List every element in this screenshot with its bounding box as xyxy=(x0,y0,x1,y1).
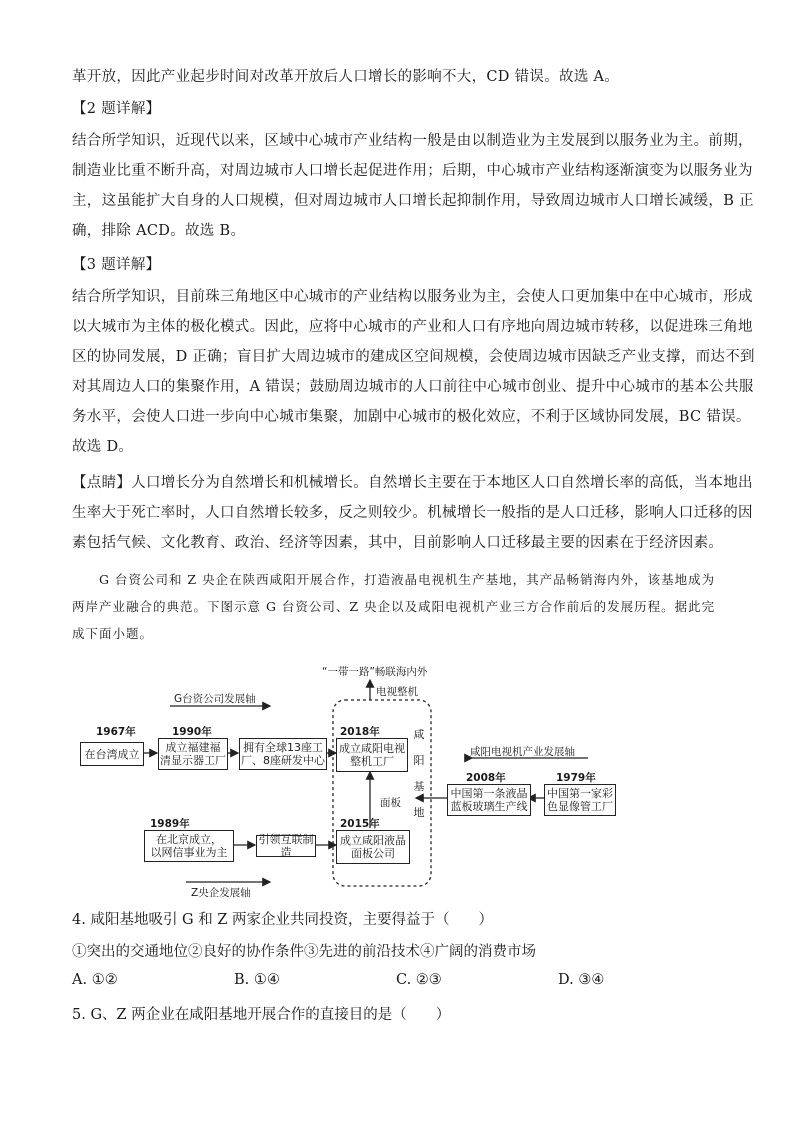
text-line: 【点睛】人口增长分为自然增长和机械增长。自然增长主要在于本地区人口自然增长率的高低，当本地出 xyxy=(72,475,753,491)
year-label: 1989年 xyxy=(150,818,190,830)
z-lead-box xyxy=(256,835,316,857)
z-founded-box xyxy=(144,830,234,862)
box-text: 色显像管工厂 xyxy=(547,800,613,813)
xianyang-crt-box xyxy=(544,784,616,816)
question-4: 4. 咸阳基地吸引 G 和 Z 两家企业共同投资，主要得益于（ ） xyxy=(72,912,494,928)
box-text: 中国第一家彩 xyxy=(547,787,613,800)
text-line: 对其周边人口的集聚作用，A 错误；鼓励周边城市的人口前往中心城市创业、提升中心城市的基本公共服 xyxy=(72,379,754,395)
box-text: 整机工厂 xyxy=(350,755,394,768)
panel-company-box xyxy=(336,830,410,864)
question-5: 5. G、Z 两企业在咸阳基地开展合作的直接目的是（ ） xyxy=(72,1007,451,1023)
q2-heading xyxy=(72,94,722,124)
box-text: 引领互联制造 xyxy=(258,833,314,859)
g-factory-box xyxy=(158,738,228,770)
tv-factory-box xyxy=(336,738,408,772)
panel-label: 面板 xyxy=(380,797,401,809)
text-line: 素包括气候、文化教育、政治、经济等因素，其中，目前影响人口迁移最主要的因素在于经济因素。 xyxy=(72,535,724,551)
year-label: 1967年 xyxy=(96,726,136,738)
year-label: 2015年 xyxy=(340,818,380,830)
text-line: 结合所学知识，目前珠三角地区中心城市的产业结构以服务业为主，会使人口更加集中在中心城市，形成 xyxy=(72,289,753,305)
text-line: 成下面小题。 xyxy=(72,626,154,641)
tv-label: 电视整机 xyxy=(376,686,418,698)
base-char: 地 xyxy=(413,806,425,819)
development-diagram xyxy=(78,660,638,899)
base-char: 咸 xyxy=(413,728,425,741)
text-line: 制造业比重不断升高，对周边城市人口增长起促进作用；后期，中心城市产业结构逐渐演变为以服务业为 xyxy=(72,163,753,179)
box-text: 成立咸阳液晶 xyxy=(340,834,406,847)
text-line: 主，这虽能扩大自身的人口规模，但对周边城市人口增长起抑制作用，导致周边城市人口增长减缓，B 正 xyxy=(72,193,754,209)
box-text: 清显示器工厂 xyxy=(160,754,226,767)
option-c[interactable]: C. ②③ xyxy=(396,972,442,988)
box-text: 面板公司 xyxy=(351,847,395,860)
box-text: 成立咸阳电视 xyxy=(339,742,405,755)
box-text: 以网信事业为主 xyxy=(150,846,228,859)
text-line: 结合所学知识，近现代以来，区域中心城市产业结构一般是由以制造业为主发展到以服务业为主。前期， xyxy=(72,133,753,149)
box-text: 拥有全球13座工 xyxy=(243,741,323,754)
box-text: 在北京成立， xyxy=(156,833,222,846)
g-axis-label: G台资公司发展轴 xyxy=(174,693,256,705)
text-line: 两岸产业融合的典范。下图示意 G 台资公司、Z 央企以及咸阳电视机产业三方合作前后的发展历程。据此完 xyxy=(72,599,716,614)
xianyang-lcd-box xyxy=(447,784,531,816)
text-line: 确，排除 ACD。故选 B。 xyxy=(72,223,246,239)
g-global-box xyxy=(239,738,327,770)
paragraph-1 xyxy=(72,62,722,92)
key-point xyxy=(72,468,753,558)
text-line: 区的协同发展，D 正确；盲目扩大周边城市的建成区空间规模，会使周边城市因缺乏产业支撑，而达不到 xyxy=(72,349,755,365)
year-label: 2008年 xyxy=(466,772,506,784)
text-line: 【3 题详解】 xyxy=(72,257,161,273)
belt-road-label: “一带一路”畅联海内外 xyxy=(322,666,428,678)
question-4-items: ①突出的交通地位②良好的协作条件③先进的前沿技术④广阔的消费市场 xyxy=(72,944,536,960)
box-text: 在台湾成立 xyxy=(84,747,140,761)
xianyang-axis-label: 咸阳电视机产业发展轴 xyxy=(470,746,575,758)
year-label: 2018年 xyxy=(340,726,380,738)
year-label: 1990年 xyxy=(172,726,212,738)
base-char: 基 xyxy=(413,780,425,793)
z-axis-label: Z央企发展轴 xyxy=(191,887,251,899)
box-text: 中国第一条液晶 xyxy=(450,787,528,800)
box-text: 蓝板玻璃生产线 xyxy=(450,800,528,813)
option-b[interactable]: B. ①④ xyxy=(234,972,280,988)
text-line: 【2 题详解】 xyxy=(72,101,161,117)
year-label: 1979年 xyxy=(556,772,596,784)
g-founded-box xyxy=(80,742,144,766)
box-text: 厂、8座研发中心 xyxy=(241,754,325,767)
text-line: 以大城市为主体的极化模式。因此，应将中心城市的产业和人口有序地向周边城市转移，以促进珠三角地 xyxy=(72,319,753,335)
text-line: 故选 D。 xyxy=(72,439,134,455)
q3-heading xyxy=(72,250,722,280)
base-char: 阳 xyxy=(413,754,425,767)
text-line: 生率大于死亡率时，人口自然增长较多，反之则较少。机械增长一般指的是人口迁移，影响人口迁移的因 xyxy=(72,505,753,521)
text-line: 务水平，会使人口进一步向中心城市集聚，加剧中心城市的极化效应，不利于区域协同发展，BC 错误。 xyxy=(72,409,751,425)
option-d[interactable]: D. ③④ xyxy=(558,972,605,988)
question-intro xyxy=(72,566,722,647)
q3-explanation xyxy=(72,282,755,462)
option-a[interactable]: A. ①② xyxy=(72,972,118,988)
box-text: 成立福建福 xyxy=(165,741,221,754)
text-line: 革开放，因此产业起步时间对改革开放后人口增长的影响不大，CD 错误。故选 A。 xyxy=(72,69,620,85)
text-line: G 台资公司和 Z 央企在陕西咸阳开展合作，打造液晶电视机生产基地，其产品畅销海内外，该基地成为 xyxy=(72,572,716,587)
q2-explanation xyxy=(72,126,754,246)
